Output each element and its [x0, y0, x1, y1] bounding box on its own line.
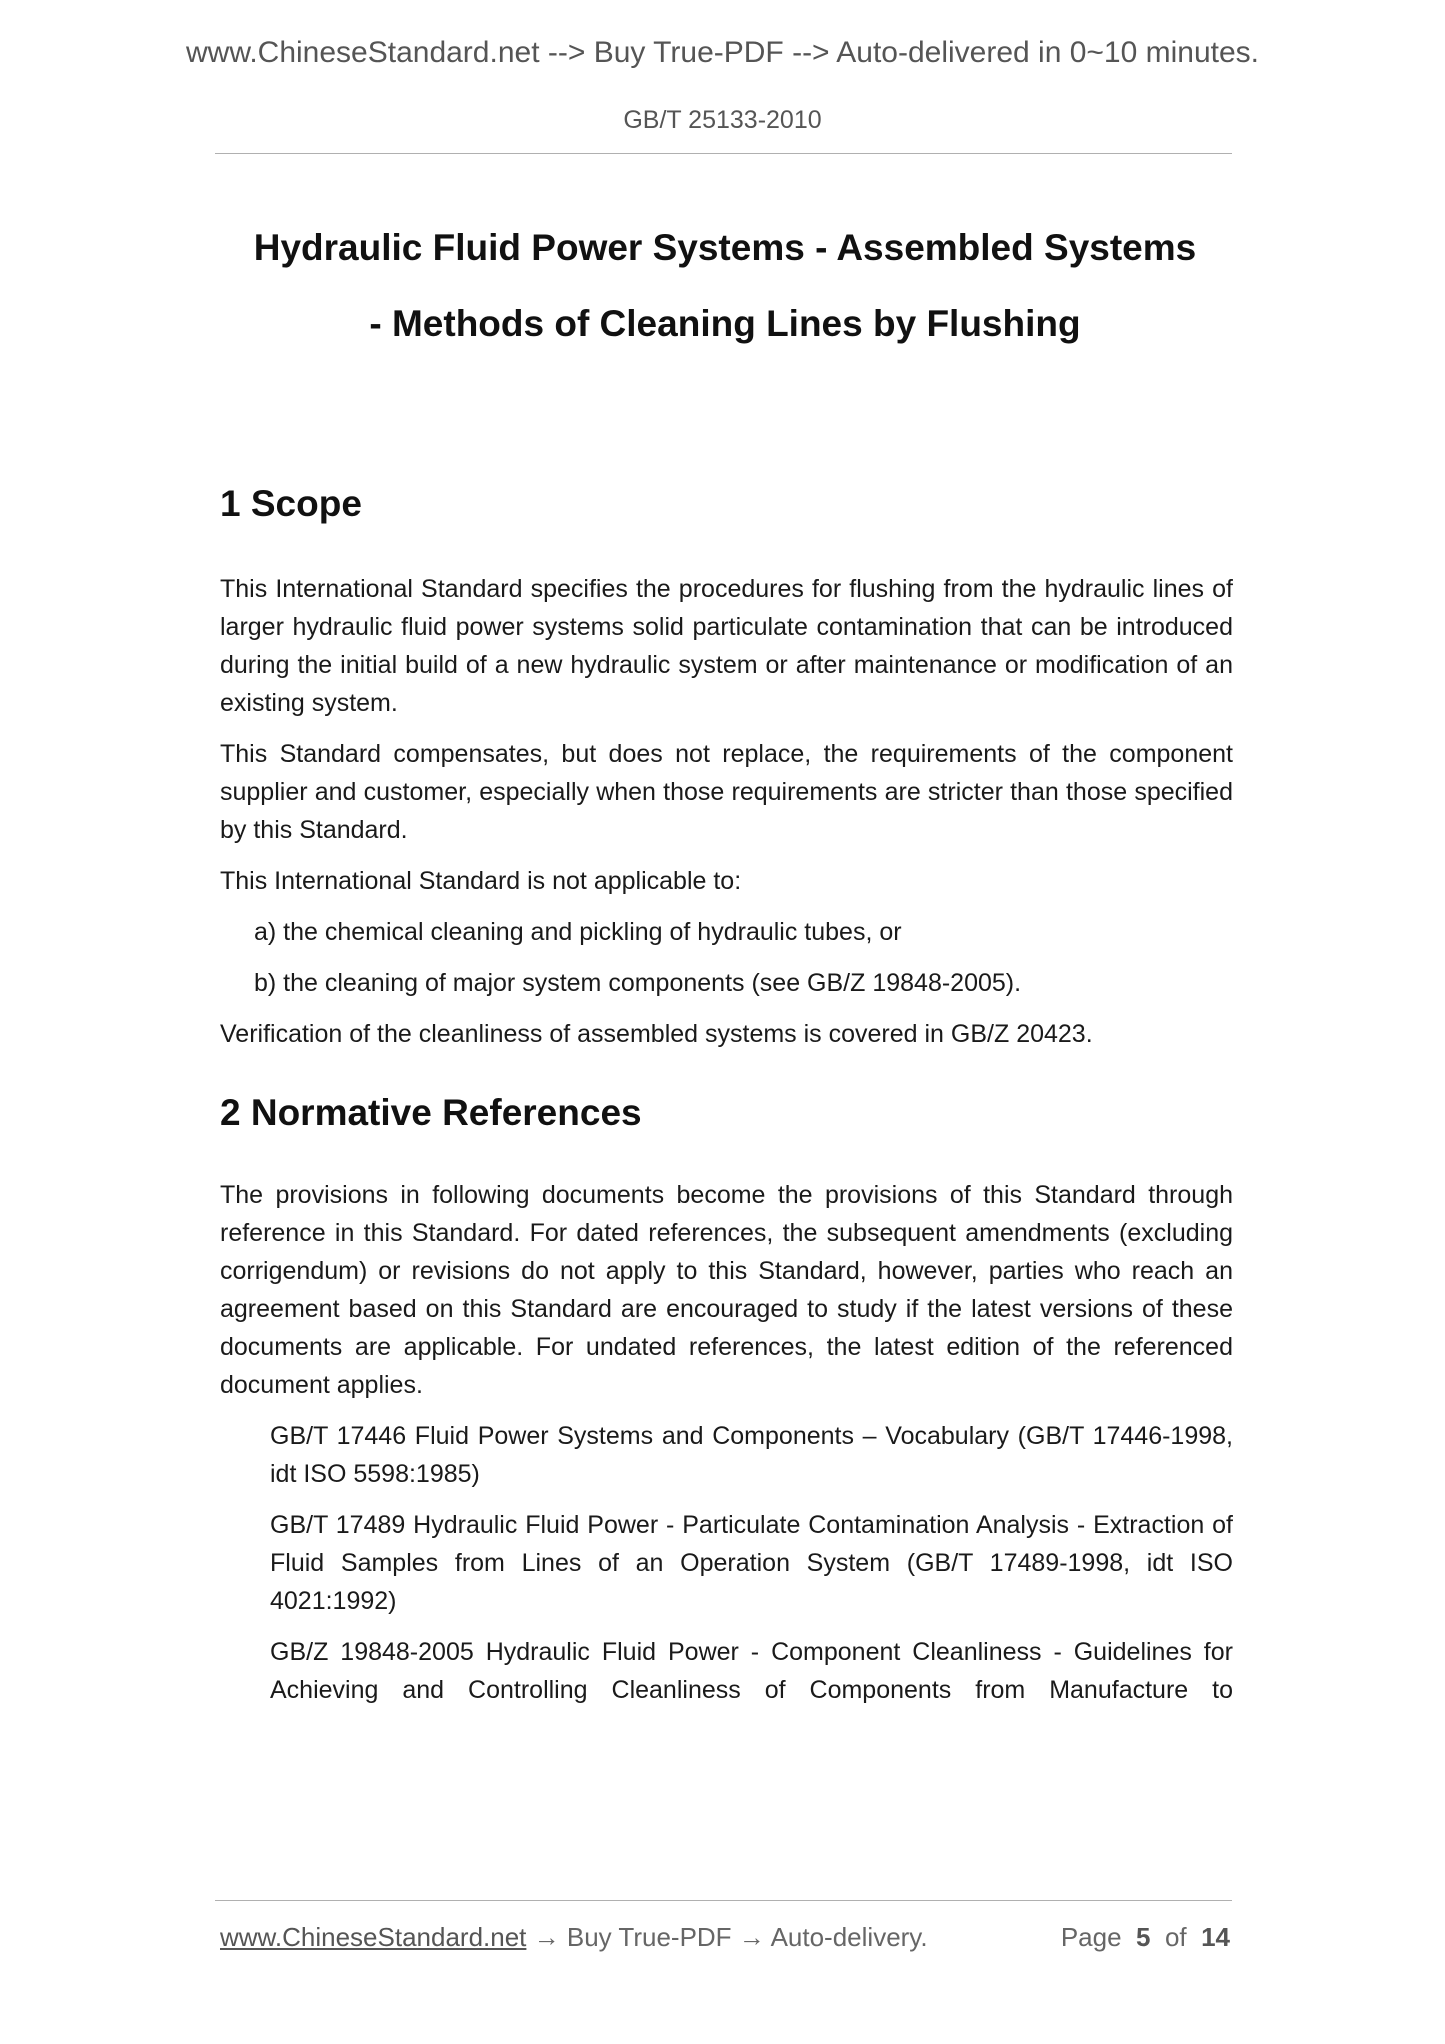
current-page: 5 [1136, 1922, 1151, 1952]
footer-divider [215, 1900, 1232, 1901]
scope-paragraph-1: This International Standard specifies the procedures for flushing from the hydraulic lines of larger hydraulic fluid power systems solid particulate contamination that can be introduced during the initial build of a new hydraulic system or after maintenance or modification of an existing system. [220, 575, 1233, 718]
reference-item: GB/T 17446 Fluid Power Systems and Components – Vocabulary (GB/T 17446-1998, idt ISO 5598:1985) [270, 1421, 1233, 1488]
scope-list-item-b: b) the cleaning of major system components (see GB/Z 19848-2005). [254, 969, 1022, 998]
page-footer [220, 1921, 1230, 1953]
of-label: of [1164, 1922, 1187, 1952]
document-title [150, 210, 1300, 362]
scope-paragraph-4: Verification of the cleanliness of assembled systems is covered in GB/Z 20423. [220, 1020, 1093, 1049]
scope-paragraph-2: This Standard compensates, but does not replace, the requirements of the component supplier and customer, especially when those requirements are stricter than those specified by this Standard. [220, 740, 1233, 845]
scope-paragraph-3: This International Standard is not applicable to: [220, 867, 742, 896]
page-label: Page [1060, 1922, 1122, 1952]
title-line-1: Hydraulic Fluid Power Systems - Assembled Systems [253, 227, 1197, 268]
title-line-2: - Methods of Cleaning Lines by Flushing [369, 303, 1081, 344]
document-body [220, 482, 1233, 1709]
top-banner: www.ChineseStandard.net --> Buy True-PDF --> Auto-delivered in 0~10 minutes. [185, 36, 1260, 69]
total-pages: 14 [1201, 1922, 1230, 1952]
reference-item: GB/Z 19848-2005 Hydraulic Fluid Power - Component Cleanliness - Guidelines for Achieving and Controlling Cleanliness of Components from Manufacture to [270, 1637, 1233, 1704]
reference-item: GB/T 17489 Hydraulic Fluid Power - Particulate Contamination Analysis - Extraction of Fluid Samples from Lines of an Operation System (GB/T 17489-1998, idt ISO 4021:1992) [270, 1510, 1233, 1615]
section-heading-scope: 1 Scope [220, 483, 362, 524]
document-code: GB/T 25133-2010 [623, 106, 822, 134]
footer-tagline: → Buy True-PDF → Auto-delivery. [526, 1922, 928, 1952]
references-intro-paragraph: The provisions in following documents become the provisions of this Standard through reference in this Standard. For dated references, the subsequent amendments (excluding corrigendum) or revisions do not apply to this Standard, however, parties who reach an agreement based on this Standard are encouraged to study if the latest versions of these documents are applicable. For undated references, the latest edition of the referenced document applies. [220, 1180, 1233, 1399]
scope-list-item-a: a) the chemical cleaning and pickling of hydraulic tubes, or [254, 918, 902, 947]
header-divider [215, 153, 1232, 154]
footer-left [220, 1921, 928, 1953]
page-number [1061, 1921, 1230, 1953]
section-heading-normative-references: 2 Normative References [220, 1092, 642, 1134]
footer-website-link[interactable]: www.ChineseStandard.net [220, 1922, 527, 1952]
